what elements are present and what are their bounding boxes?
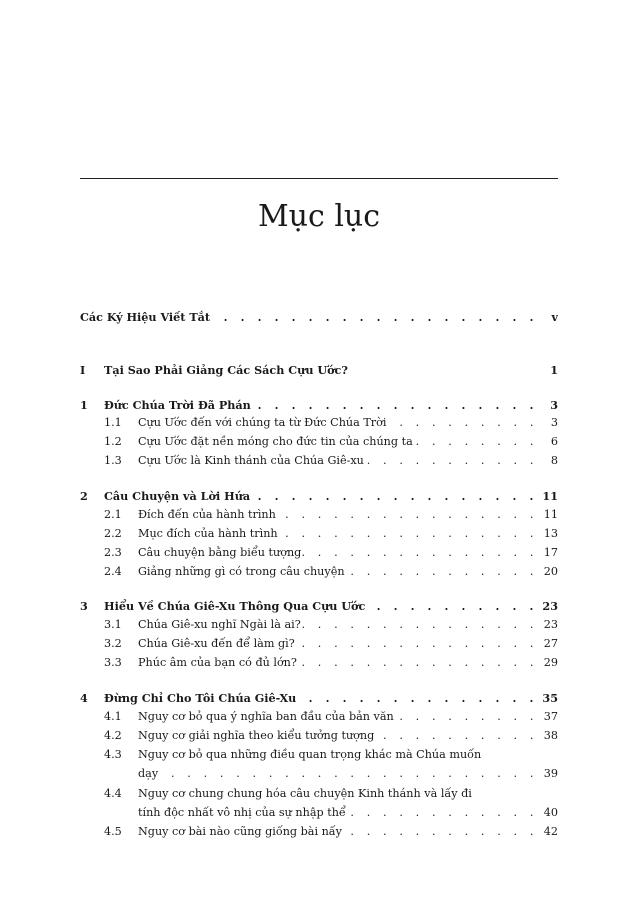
toc-entry-label: Đức Chúa Trời Đã Phán (104, 398, 251, 412)
toc-page-number: 6 (550, 435, 558, 448)
toc-chapter[interactable] (80, 690, 558, 706)
dot-leader (158, 766, 540, 782)
toc-chapter-number: 4 (80, 691, 88, 705)
toc-section-number: 2.2 (104, 527, 122, 540)
toc-page-number: 3 (550, 416, 558, 429)
toc-section[interactable] (80, 786, 558, 802)
toc-section-number: 1.3 (104, 454, 122, 467)
toc-page-number: 29 (543, 656, 558, 669)
toc-entry-label: Tại Sao Phải Giảng Các Sách Cựu Ước? (104, 363, 348, 377)
header-rule (80, 178, 558, 179)
toc-section-number: 2.3 (104, 546, 122, 559)
toc-page-number: 38 (543, 729, 558, 742)
toc-section-number: 4.1 (104, 710, 122, 723)
toc-entry-label: Nguy cơ giải nghĩa theo kiểu tưởng tượng (138, 729, 375, 742)
toc-page-number: 11 (542, 489, 558, 503)
dot-leader (374, 728, 540, 744)
toc-page-number: 11 (543, 508, 558, 521)
toc-entry-label: Nguy cơ bỏ qua ý nghĩa ban đầu của bản văn (138, 710, 394, 723)
toc-section-number: 4.2 (104, 729, 122, 742)
toc-section-number: 3.1 (104, 618, 122, 631)
toc-entry-label: Phúc âm của bạn có đủ lớn? (138, 656, 297, 669)
toc-page-number: 23 (542, 599, 558, 613)
dot-leader (297, 655, 540, 671)
toc-section[interactable] (80, 655, 558, 671)
toc-entry-label: Nguy cơ bỏ qua những điều quan trọng khác mà Chúa muốn (138, 748, 482, 761)
toc-part[interactable] (80, 362, 558, 378)
dot-leader (301, 617, 540, 633)
toc-page-number: v (551, 310, 558, 324)
dot-leader (301, 545, 540, 561)
toc-section[interactable] (80, 507, 558, 523)
toc-section[interactable] (80, 415, 558, 431)
page-title: Mục lục (257, 199, 381, 234)
toc-section-number: 1.2 (104, 435, 122, 448)
toc-section[interactable] (80, 747, 558, 763)
dot-leader (346, 805, 540, 821)
toc-entry-label: Câu chuyện bằng biểu tượng (138, 546, 302, 559)
toc-entry-label: Chúa Giê-xu đến để làm gì? (138, 637, 295, 650)
toc-chapter[interactable] (80, 397, 558, 413)
toc-page-number: 39 (543, 767, 558, 780)
toc-section-number: 1.1 (104, 416, 122, 429)
toc-page-number: 3 (550, 398, 558, 412)
toc-entry-label: Mục đích của hành trình (138, 527, 278, 540)
toc-section-number: 2.4 (104, 565, 122, 578)
toc-chapter-number: 3 (80, 599, 88, 613)
dot-leader (364, 453, 540, 469)
toc-section[interactable] (80, 824, 558, 840)
toc-section[interactable] (80, 434, 558, 450)
toc-section[interactable] (80, 636, 558, 652)
toc-entry-label: Nguy cơ chung chung hóa câu chuyện Kinh thánh và lấy đi (138, 787, 472, 800)
toc-entry-label: Chúa Giê-xu nghĩ Ngài là ai? (138, 618, 301, 631)
dot-leader (278, 526, 540, 542)
toc-entry-label: Đích đến của hành trình (138, 508, 276, 521)
dot-leader (250, 488, 540, 504)
toc-chapter[interactable] (80, 488, 558, 504)
toc-section[interactable] (80, 526, 558, 542)
dot-leader (296, 690, 540, 706)
toc-entry-label: Cựu Ước đặt nền móng cho đức tin của chúng ta (138, 435, 413, 448)
toc-section-number: 4.3 (104, 748, 122, 761)
toc-page-number: 27 (543, 637, 558, 650)
toc-section-number: 2.1 (104, 508, 122, 521)
toc-entry-label: Nguy cơ bài nào cũng giống bài nấy (138, 825, 342, 838)
dot-leader (342, 824, 540, 840)
toc-entry-label: Cựu Ước là Kinh thánh của Chúa Giê-xu (138, 454, 364, 467)
toc-page-number: 1 (550, 363, 558, 377)
toc-section[interactable] (80, 564, 558, 580)
dot-leader (386, 415, 540, 431)
toc-entry-label: Hiểu Về Chúa Giê-Xu Thông Qua Cựu Ước (104, 599, 366, 613)
dot-leader (413, 434, 540, 450)
toc-page-number: 37 (543, 710, 558, 723)
dot-leader (394, 709, 540, 725)
toc-section[interactable] (80, 453, 558, 469)
toc-entry-label: Câu Chuyện và Lời Hứa (104, 489, 251, 503)
toc-entry-label-continued: dạy (138, 767, 159, 780)
toc-entry-label: Đừng Chỉ Cho Tôi Chúa Giê-Xu (104, 691, 297, 705)
dot-leader (251, 397, 540, 413)
dot-leader (276, 507, 540, 523)
toc-chapter-number: 1 (80, 398, 88, 412)
toc-page-number: 8 (550, 454, 558, 467)
toc-front-matter[interactable] (80, 309, 558, 325)
dot-leader (365, 598, 540, 614)
toc-entry-label: Giảng những gì có trong câu chuyện (138, 565, 345, 578)
toc-entry-label-continued: tính độc nhất vô nhị của sự nhập thể (138, 806, 346, 819)
dot-leader (345, 564, 540, 580)
toc-section[interactable] (80, 728, 558, 744)
toc-section-number: 4.4 (104, 787, 122, 800)
toc-section-number: 3.2 (104, 637, 122, 650)
toc-page-number: 40 (543, 806, 558, 819)
toc-section-number: 4.5 (104, 825, 122, 838)
toc-section[interactable] (80, 709, 558, 725)
toc-chapter-number: 2 (80, 489, 88, 503)
dot-leader (295, 636, 540, 652)
toc-page-number: 13 (543, 527, 558, 540)
toc-part-number: I (80, 363, 86, 377)
toc-page-number: 23 (543, 618, 558, 631)
dot-leader (210, 309, 540, 325)
toc-section[interactable] (80, 617, 558, 633)
toc-entry-label: Các Ký Hiệu Viết Tắt (80, 310, 211, 324)
toc-section[interactable] (80, 545, 558, 561)
toc-page-number: 35 (542, 691, 558, 705)
toc-page-number: 17 (543, 546, 558, 559)
toc-section-continuation[interactable] (80, 805, 558, 821)
toc-page-number: 42 (543, 825, 558, 838)
toc-chapter[interactable] (80, 598, 558, 614)
toc-section-number: 3.3 (104, 656, 122, 669)
toc-section-continuation[interactable] (80, 766, 558, 782)
toc-page-number: 20 (543, 565, 558, 578)
toc-entry-label: Cựu Ước đến với chúng ta từ Đức Chúa Trời (138, 416, 387, 429)
